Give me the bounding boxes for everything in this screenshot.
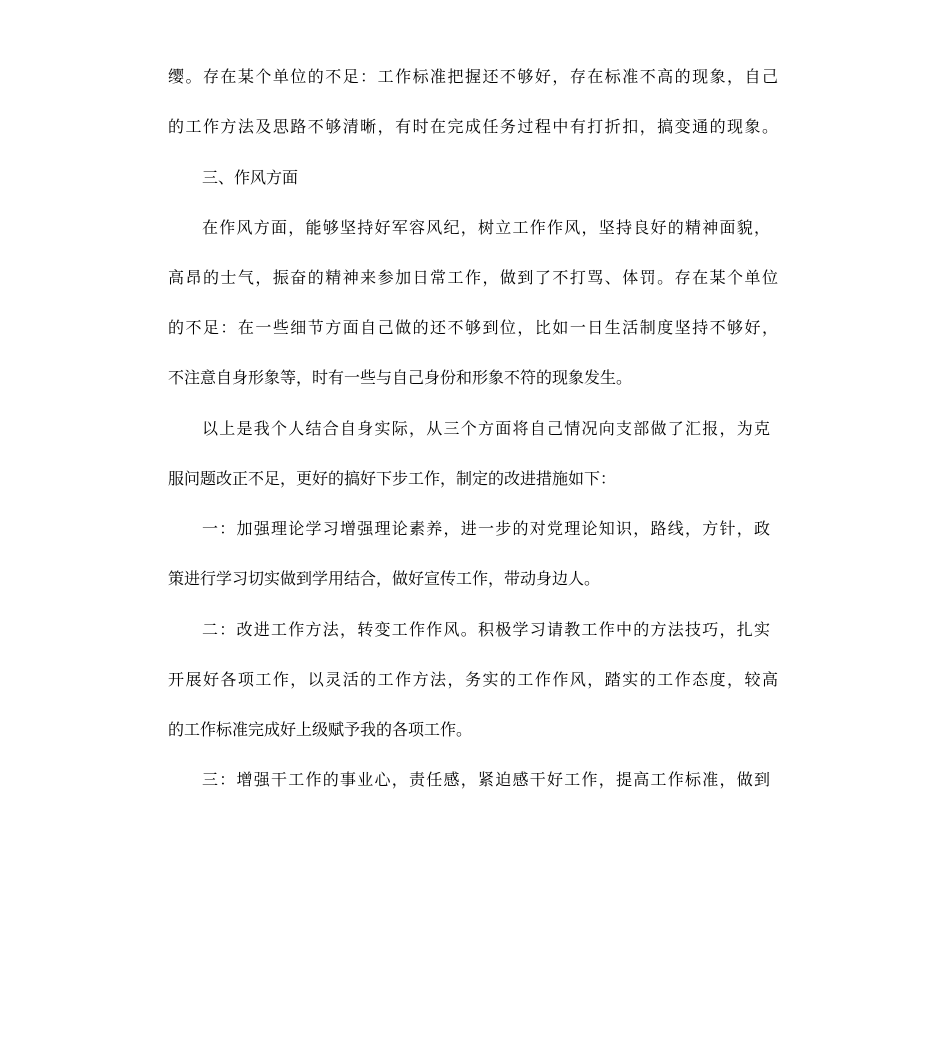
text-line-4: 在作风方面，能够坚持好军容风纪，树立工作作风，坚持良好的精神面貌，	[202, 218, 770, 237]
text-line-13: 开展好各项工作，以灵活的工作方法，务实的工作作风，踏实的工作态度，较高	[168, 670, 778, 689]
text-line-12: 二：改进工作方法，转变工作作风。积极学习请教工作中的方法技巧，扎实	[202, 620, 770, 639]
text-line-1: 缨。存在某个单位的不足：工作标准把握还不够好，存在标准不高的现象，自己	[168, 67, 778, 86]
text-line-11: 策进行学习切实做到学用结合，做好宣传工作，带动身边人。	[168, 569, 601, 588]
text-line-14: 的工作标准完成好上级赋予我的各项工作。	[168, 720, 473, 739]
text-line-7: 不注意自身形象等，时有一些与自己身份和形象不符的现象发生。	[168, 368, 633, 387]
text-line-6: 的不足：在一些细节方面自己做的还不够到位，比如一日生活制度坚持不够好，	[168, 318, 778, 337]
text-line-5: 高昂的士气，振奋的精神来参加日常工作，做到了不打骂、体罚。存在某个单位	[168, 268, 778, 287]
text-line-8: 以上是我个人结合自身实际，从三个方面将自己情况向支部做了汇报，为克	[202, 419, 770, 438]
section-heading-work-style: 三、作风方面	[202, 168, 299, 187]
text-line-9: 服问题改正不足，更好的搞好下步工作，制定的改进措施如下：	[168, 469, 617, 488]
text-line-10: 一：加强理论学习增强理论素养，进一步的对党理论知识，路线，方针，政	[202, 519, 770, 538]
text-line-2: 的工作方法及思路不够清晰，有时在完成任务过程中有打折扣，搞变通的现象。	[168, 117, 778, 136]
text-line-15: 三：增强干工作的事业心，责任感，紧迫感干好工作，提高工作标准，做到	[202, 770, 770, 789]
